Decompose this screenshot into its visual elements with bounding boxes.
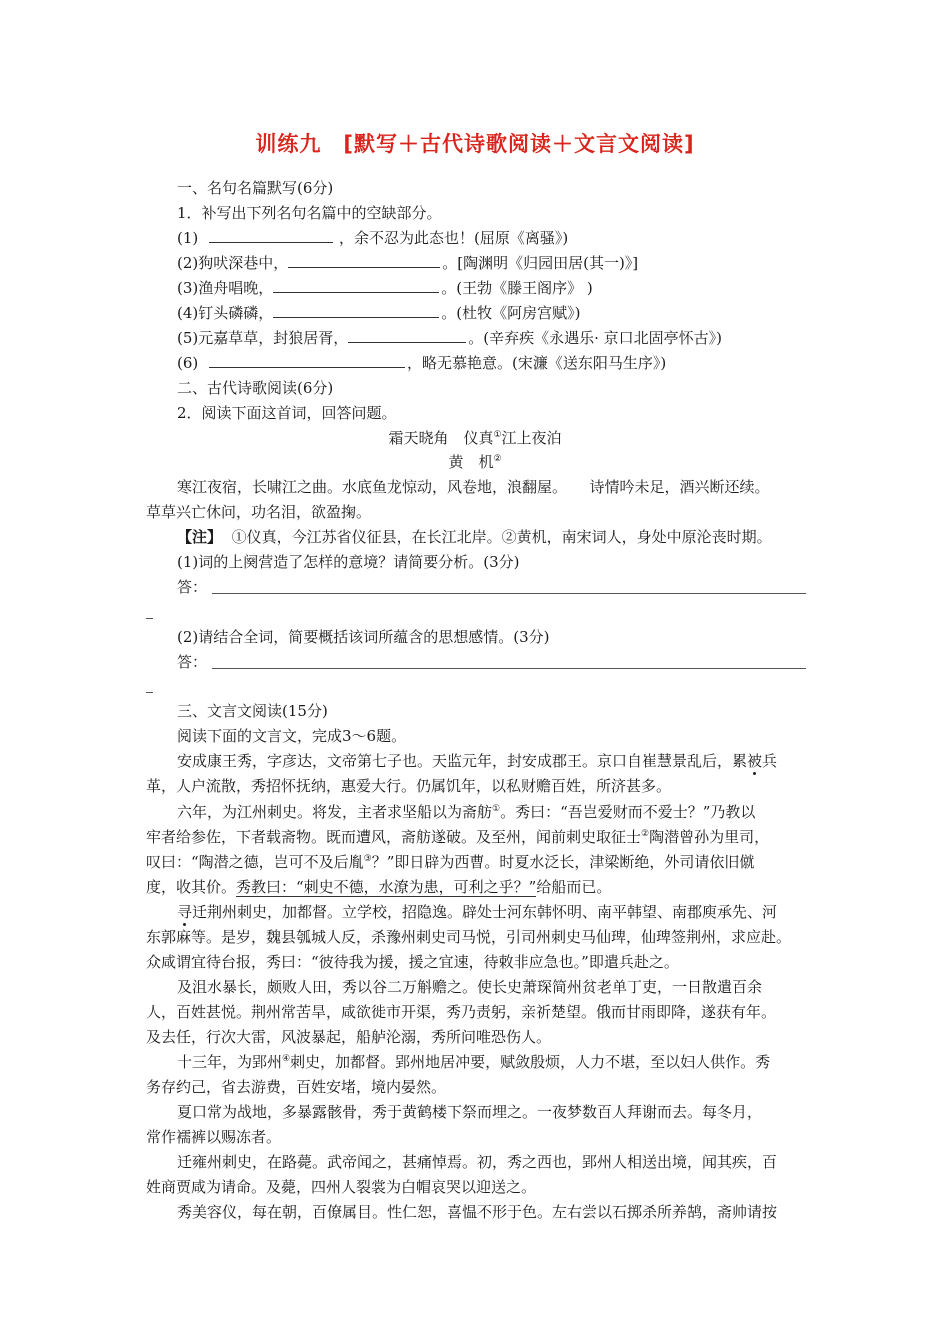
answer-blank[interactable] (348, 328, 466, 343)
passage-line: 姓商贾咸为请命。及薨，四州人裂裳为白帽哀哭以迎送之。 (146, 1178, 537, 1196)
passage-text: 十三年，为郢州 (177, 1053, 283, 1071)
fill-item-3 (177, 278, 593, 298)
passage-line: 及沮水暴长，颇败人田，秀以谷二万斛赡之。使长史萧琛简州贫老单丁吏，一日散遣百余 (177, 978, 763, 996)
answer-label: 答： (177, 578, 208, 596)
poem-title (0, 428, 950, 448)
passage-line (146, 827, 769, 847)
passage-text: 陶潜曾孙为里司， (649, 828, 770, 846)
passage-line (146, 877, 611, 897)
passage-text: 兵 (762, 752, 778, 770)
fill-item-suffix: 。(王勃《滕王阁序》 ) (441, 279, 593, 297)
answer-label: 答： (177, 653, 208, 671)
answer-line-end (146, 692, 153, 693)
answer-blank[interactable] (209, 228, 333, 243)
fill-item-prefix: (6) (177, 354, 199, 372)
passage-line: 人，百姓甚悦。荆州常苦旱，咸欲徙市开渠，秀乃责躬，亲祈楚望。俄而甘雨即降，遂获有年。 (146, 1003, 777, 1021)
fill-item-6 (177, 353, 666, 373)
passage-text: 叹曰：“陶潜之德，岂可不及后胤 (146, 853, 364, 871)
poem-notes (177, 527, 772, 547)
passage-line: 革，人户流散，秀招怀抚纳，惠爱大行。仍属饥年，以私财赡百姓，所济甚多。 (146, 777, 672, 795)
section3-heading: 三、文言文阅读(15分) (177, 702, 328, 720)
footnote-marker: ② (641, 829, 650, 839)
passage-line: 常作襦裤以赐冻者。 (146, 1128, 282, 1146)
poem-line: 寒江夜宿，长啸江之曲。水底鱼龙惊动，风卷地，浪翻屋。 诗情吟未足，酒兴断还续。 (177, 478, 770, 496)
poem-title-text: 江上夜泊 (501, 429, 562, 447)
passage-text: 给船而已。 (536, 878, 612, 896)
emphasis-char: 被 (747, 752, 763, 770)
answer-line-end (146, 618, 153, 619)
fill-item-suffix: 。[陶渊明《归园田居(其一)》] (442, 254, 639, 272)
footnote-marker: ① (492, 804, 501, 814)
section2-heading: 二、古代诗歌阅读(6分) (177, 379, 334, 397)
passage-text: ？”即日辟为西曹。时夏水泛长，津梁断绝，外司请依旧僦 (371, 853, 755, 871)
passage-line (177, 751, 777, 771)
fill-item-suffix: ，余不忍为此态也！(屈原《离骚》) (339, 229, 569, 247)
fill-item-prefix: (3)渔舟唱晚， (177, 279, 274, 297)
passage-text: 安成康王秀，字彦达，文帝第七子也。天监元年，封安成郡王。京口自崔慧景乱后，累 (177, 752, 748, 770)
poem-line: 草草兴亡休问，功名泪，欲盈掬。 (146, 503, 372, 521)
passage-line (146, 852, 754, 872)
passage-line: 迁雍州刺史，在路薨。武帝闻之，甚痛悼焉。初，秀之西也，郢州人相送出境，闻其疾，百 (177, 1153, 778, 1171)
author-name: 黄 机 (448, 453, 494, 471)
answer-line[interactable] (212, 593, 806, 594)
fill-item-prefix: (5)元嘉草草，封狼居胥， (177, 329, 349, 347)
passage-text: 牢者给参佐，下者载斋物。既而遭风，斋舫遂破。及至州，闻前刺史取征士 (146, 828, 642, 846)
passage-line (177, 802, 755, 822)
passage-line: 秀美容仪，每在朝，百僚属目。性仁恕，喜愠不形于色。左右尝以石掷杀所养鹄，斋帅请按 (177, 1203, 778, 1221)
fill-item-4 (177, 303, 580, 323)
fill-item-suffix: ，略无慕艳意。(宋濂《送东阳马生序》) (407, 354, 667, 372)
fill-item-prefix: (2)狗吠深巷中， (177, 254, 289, 272)
q2-stem: 2．阅读下面这首词，回答问题。 (177, 404, 397, 422)
passage-text: 迁荆州刺史，加都督。立学校，招隐逸。辟处士河东韩怀明、南平韩望、南郡庾承先、河 (192, 903, 778, 921)
passage-line: 夏口常为战地，多暴露骸骨，秀于黄鹤楼下祭而埋之。一夜梦数百人拜谢而去。每冬月， (177, 1103, 763, 1121)
underlined-sentence: 秀教曰：“刺史不德，水潦为患，可利之乎？” (236, 878, 537, 896)
answer-blank[interactable] (209, 353, 405, 368)
passage-line: 务存约己，省去游费，百姓安堵，境内晏然。 (146, 1078, 447, 1096)
fill-item-2 (177, 253, 638, 273)
note-label: 【注】 (177, 528, 223, 546)
fill-item-prefix: (1) (177, 229, 199, 247)
footnote-marker: ③ (363, 854, 372, 864)
answer-blank[interactable] (273, 278, 439, 293)
passage-text: 度，收其价。 (146, 878, 237, 896)
passage-text: 刺史，加都督。郢州地居冲要，赋敛殷烦，人力不堪，至以妇人供作。秀 (290, 1053, 771, 1071)
footnote-marker: ② (493, 454, 502, 464)
fill-item-prefix: (4)钉头磷磷， (177, 304, 274, 322)
passage-text: 。秀曰：“吾岂爱财而不爱士？”乃教以 (500, 803, 756, 821)
fill-item-5 (177, 328, 722, 348)
answer-blank[interactable] (273, 303, 439, 318)
page-title: 训练九 [默写＋古代诗歌阅读＋文言文阅读] (255, 132, 695, 156)
passage-line (177, 1052, 770, 1072)
passage-line: 东郭麻等。是岁，魏县瓠城人反，杀豫州刺史司马悦，引司州刺史马仙琕，仙琕签荆州，求应赴。 (146, 928, 792, 946)
emphasis-char: 寻 (177, 903, 193, 921)
answer-line[interactable] (212, 668, 806, 669)
fill-item-suffix: 。(辛弃疾《永遇乐· 京口北固亭怀古》) (468, 329, 722, 347)
footnote-marker: ① (493, 430, 502, 440)
poem-author (0, 452, 950, 472)
sub-question-1: (1)词的上阕营造了怎样的意境？请简要分析。(3分) (177, 553, 520, 571)
answer-blank[interactable] (288, 253, 440, 268)
q1-stem: 1．补写出下列名句名篇中的空缺部分。 (177, 204, 442, 222)
footnote-marker: ④ (282, 1054, 291, 1064)
poem-title-text: 霜天晓角 仪真 (388, 429, 494, 447)
passage-line: 众咸谓宜待台报，秀曰：“彼待我为援，援之宜速，待敕非应急也。”即遣兵赴之。 (146, 953, 679, 971)
sub-question-2: (2)请结合全词，简要概括该词所蕴含的思想感情。(3分) (177, 628, 550, 646)
passage-intro: 阅读下面的文言文，完成3～6题。 (177, 727, 407, 745)
fill-item-1 (177, 228, 568, 248)
section1-heading: 一、名句名篇默写(6分) (177, 179, 334, 197)
passage-text: 六年，为江州刺史。将发，主者求坚船以为斋舫 (177, 803, 493, 821)
fill-item-suffix: 。(杜牧《阿房宫赋》) (441, 304, 581, 322)
note-text: ①仪真，今江苏省仪征县，在长江北岸。②黄机，南宋词人，身处中原沦丧时期。 (231, 528, 772, 546)
passage-line: 及去任，行次大雷，风波暴起，船舻沦溺，秀所问唯恐伤人。 (146, 1028, 552, 1046)
passage-line (177, 902, 777, 922)
